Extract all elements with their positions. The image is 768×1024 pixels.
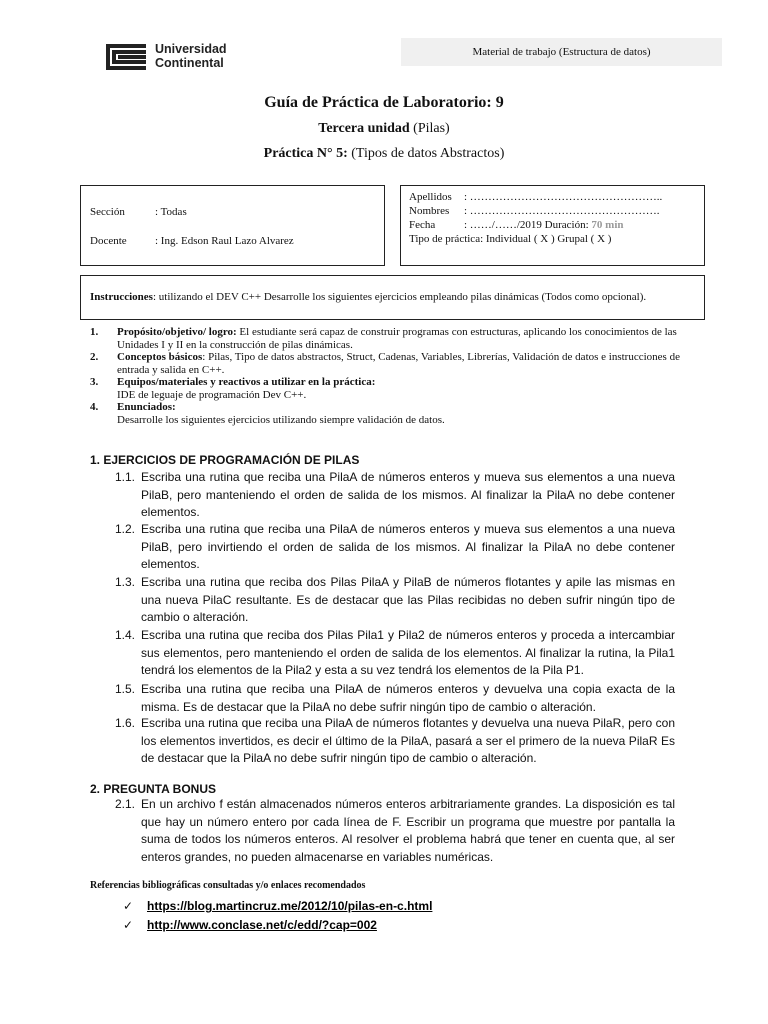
- list-item: 3. Equipos/materiales y reactivos a utilizar en la práctica: IDE de leguaje de programación Dev C++.: [90, 376, 376, 401]
- page-title: Guía de Práctica de Laboratorio: 9: [264, 94, 504, 111]
- exercise-item: 1.2. Escriba una rutina que reciba una PilaA de números enteros y mueva sus elementos a una nueva PilaB, pero invirtiendo el orden de salida de los mismos. Al finalizar la PilaA no debe contener elementos.: [115, 522, 675, 571]
- info-box-right: [400, 185, 705, 266]
- section-label: Sección: [90, 206, 125, 218]
- document-label: Material de trabajo (Estructura de datos): [401, 38, 722, 66]
- unit-line: Tercera unidad (Pilas): [318, 121, 450, 136]
- date-field: : ……/……/2019 Duración: 70 min: [464, 219, 624, 231]
- reference-item: [123, 918, 377, 932]
- surname-field: : ……………………………………………..: [464, 191, 663, 203]
- list-item: 4. Enunciados: Desarrolle los siguientes ejercicios utilizando siempre validación de datos.: [90, 401, 445, 426]
- teacher-label: Docente: [90, 235, 127, 247]
- surname-label: Apellidos: [409, 191, 452, 203]
- exercise-item: 1.5. Escriba una rutina que reciba una PilaA de números enteros y devuelva una copia exacta de la misma. Es de destacar que la PilaA no debe sufrir ningún tipo de cambio o alteración.: [115, 682, 675, 714]
- section-heading: 2. PREGUNTA BONUS: [90, 782, 217, 796]
- university-name: Universidad Continental: [155, 42, 227, 70]
- date-label: Fecha: [409, 219, 436, 231]
- exercise-item: 1.3. Escriba una rutina que reciba dos Pilas PilaA y PilaB de números flotantes y apile las mismas en una nueva PilaC resultante. Es de destacar que las Pilas recibidas no deben sufrir ningún tipo de cambio o alteración.: [115, 575, 675, 624]
- instructions-text: Instrucciones: utilizando el DEV C++ Desarrolle los siguientes ejercicios empleando pilas dinámicas (Todos como opcional).: [90, 291, 647, 303]
- exercise-item: 2.1. En un archivo f están almacenados números enteros arbitrariamente grandes. La disposición es tal que hay un número entero por cada línea de F. Escribir un programa que muestre por pantalla la suma de todos los números enteros. Al resolver el problema habrá que tener en cuenta que, al ser enteros grandes, no pueden almacenarse en variables numéricas.: [115, 797, 675, 864]
- teacher-value: : Ing. Edson Raul Lazo Alvarez: [155, 235, 294, 247]
- reference-link[interactable]: http://www.conclase.net/c/edd/?cap=002: [147, 918, 377, 932]
- reference-item: [123, 899, 432, 913]
- exercise-item: 1.4. Escriba una rutina que reciba dos Pilas Pila1 y Pila2 de números enteros y proceda a intercambiar sus elementos, pero manteniendo el orden de salida de los elementos. Al finalizar la rutina, la Pila1 tendrá los elementos de la Pila2 y esta a su vez tendrá los elementos de la Pila P1.: [115, 628, 675, 677]
- names-label: Nombres: [409, 205, 450, 217]
- exercise-item: 1.1. Escriba una rutina que reciba una PilaA de números enteros y mueva sus elementos a una nueva PilaB, pero manteniendo el orden de salida de los mismos. Al finalizar la PilaA no debe contener elementos.: [115, 470, 675, 519]
- checkmark-icon: ✓: [123, 918, 134, 932]
- duration-value: 70 min: [591, 219, 624, 231]
- info-box-left: [80, 185, 385, 266]
- section-heading: 1. EJERCICIOS DE PROGRAMACIÓN DE PILAS: [90, 453, 360, 467]
- section-value: : Todas: [155, 206, 187, 218]
- practice-line: Práctica N° 5: (Tipos de datos Abstractos): [263, 146, 505, 161]
- intro-list: [90, 326, 690, 426]
- reference-link[interactable]: https://blog.martincruz.me/2012/10/pilas-en-c.html: [147, 899, 433, 913]
- instructions-box: [80, 275, 705, 320]
- list-item: 1. Propósito/objetivo/ logro: El estudiante será capaz de construir programas con estructuras, aplicando los conocimientos de las Unidades I y II en la construcción de pilas dinámicas.: [90, 326, 677, 351]
- references-title: Referencias bibliográficas consultadas y/o enlaces recomendados: [90, 880, 366, 891]
- checkmark-icon: ✓: [123, 899, 134, 913]
- list-item: 2. Conceptos básicos: Pilas, Tipo de datos abstractos, Struct, Cadenas, Variables, Librerías, Validación de datos e instrucciones de entrada y salida en C++.: [90, 351, 680, 376]
- names-field: : …………………………………………….: [464, 205, 660, 217]
- exercise-item: 1.6. Escriba una rutina que reciba una PilaA de números flotantes y devuelva una nueva PilaR, pero con los elementos invertidos, es decir el último de la PilaA, pasará a ser el primero de la nueva PilaR Es de destacar que la PilaA no debe sufrir ningún tipo de cambio o alteración.: [115, 716, 675, 765]
- practice-type: Tipo de práctica: Individual ( X ) Grupal ( X ): [409, 233, 612, 245]
